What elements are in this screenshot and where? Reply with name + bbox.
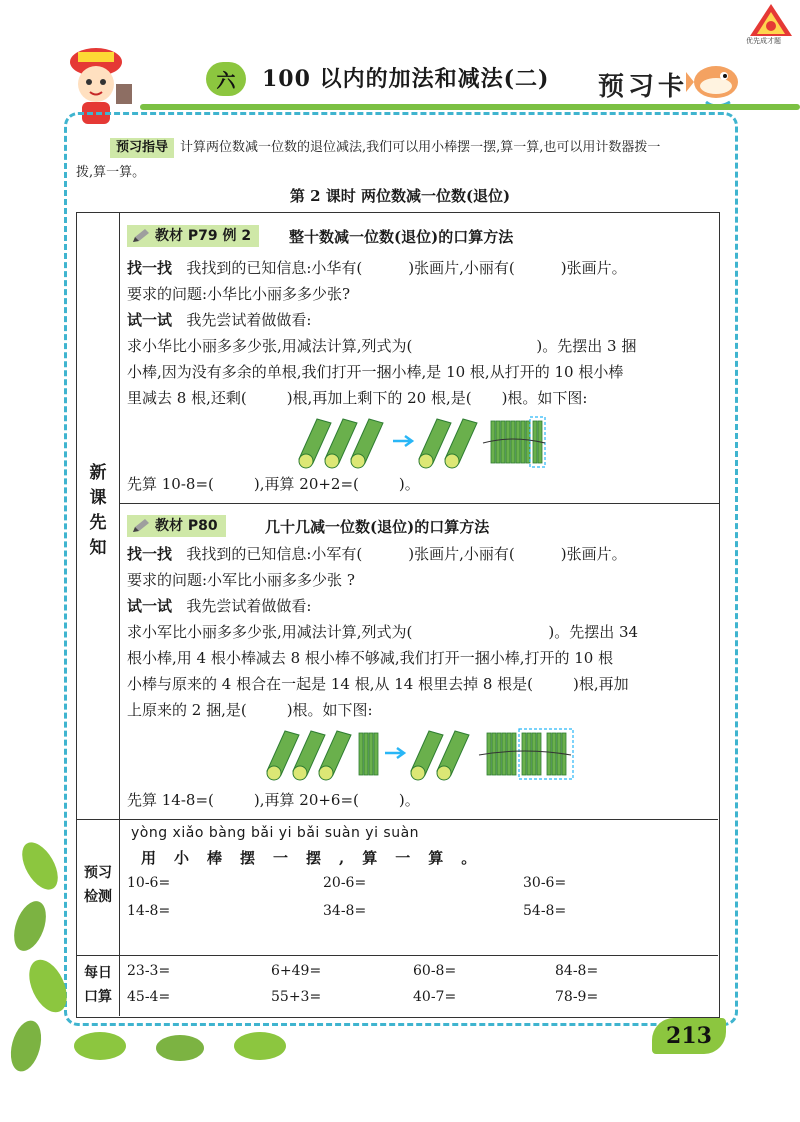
chapter-title: 100 以内的加法和减法(二): [262, 66, 550, 92]
pinyin-line: yòng xiǎo bàng bǎi yi bǎi suàn yi suàn: [131, 825, 420, 841]
daily-equation: 60-8=: [413, 963, 457, 979]
section1-sticks-diagram: [297, 413, 547, 469]
check-divider: [77, 955, 718, 956]
textbook-reference-tag-2: 教材 P80: [127, 515, 226, 537]
daily-equation: 40-7=: [413, 989, 457, 1005]
section-divider: [119, 503, 719, 504]
daily-equation: 45-4=: [127, 989, 171, 1005]
section1-try-line: 试一试 我先尝试着做做看:: [127, 311, 312, 329]
pencil-icon: [131, 228, 151, 244]
section2-find-line: 找一找 我找到的已知信息:小军有( )张画片,小丽有( )张画片。: [127, 545, 627, 563]
lesson-table: [76, 212, 720, 1018]
section2-question: 要求的问题:小军比小丽多多少张 ?: [127, 571, 355, 589]
section1-paragraph-3: 里减去 8 根,还剩( )根,再加上剩下的 20 根,是( )根。如下图:: [127, 389, 588, 407]
side-column-divider: [119, 213, 120, 1016]
fish-mascot-image: [686, 52, 748, 110]
header-divider: [140, 104, 800, 110]
section1-find-line: 找一找 我找到的已知信息:小华有( )张画片,小丽有( )张画片。: [127, 259, 627, 277]
section1-title: 整十数减一位数(退位)的口算方法: [289, 228, 514, 246]
section2-paragraph-3: 小棒与原来的 4 根合在一起是 14 根,从 14 根里去掉 8 根是( )根,再加: [127, 675, 629, 693]
section1-question: 要求的问题:小华比小丽多多少张?: [127, 285, 351, 303]
section2-paragraph-2: 根小棒,用 4 根小棒减去 8 根小棒不够减,我们打开一捆小棒,打开的 10 根: [127, 649, 614, 667]
page-number: 213: [652, 1018, 726, 1054]
guide-label: 预习指导: [110, 138, 174, 158]
textbook-reference-tag-1: 教材 P79 例 2: [127, 225, 259, 247]
chapter-number-badge: 六: [206, 62, 246, 96]
daily-equation: 6+49=: [271, 963, 322, 979]
daily-equation: 23-3=: [127, 963, 171, 979]
check-equation: 20-6=: [323, 875, 367, 891]
section2-sticks-diagram: [265, 725, 575, 781]
new-lesson-divider: [77, 819, 718, 820]
lesson-title: 第 2 课时 两位数减一位数(退位): [289, 187, 511, 205]
side-label-new-lesson: 新 课 先 知: [89, 463, 107, 558]
leaf-decoration-bottom: [60, 1018, 660, 1078]
guide-text-line2: 拨,算一算。: [76, 165, 146, 180]
check-equation: 54-8=: [523, 903, 567, 919]
brand-text: 优先成才题: [746, 37, 781, 45]
check-equation: 10-6=: [127, 875, 171, 891]
pencil-icon: [131, 518, 151, 534]
arrow-icon: [393, 436, 412, 446]
section2-paragraph-4: 上原来的 2 捆,是( )根。如下图:: [127, 701, 373, 719]
section2-calculation: 先算 14-8=( ),再算 20+6=( )。: [127, 791, 420, 809]
daily-equation: 55+3=: [271, 989, 322, 1005]
preview-card-badge: 预习卡: [598, 72, 689, 102]
side-label-daily-calc: 每日 口算: [84, 965, 112, 1005]
check-equation: 14-8=: [127, 903, 171, 919]
guide-text-line1: 计算两位数减一位数的退位减法,我们可以用小棒摆一摆,算一算,也可以用计数器拨一: [180, 140, 661, 155]
section2-title: 几十几减一位数(退位)的口算方法: [265, 518, 490, 536]
side-label-preview-check: 预习 检测: [84, 865, 112, 905]
stick-bundle: [299, 419, 383, 468]
section1-paragraph-1: 求小华比小丽多多少张,用减法计算,列式为( )。先摆出 3 捆: [127, 337, 637, 355]
instruction-chars: 用小棒摆一摆,算一算。: [141, 849, 495, 867]
section2-try-line: 试一试 我先尝试着做做看:: [127, 597, 312, 615]
daily-equation: 78-9=: [555, 989, 599, 1005]
section1-paragraph-2: 小棒,因为没有多余的单根,我们打开一捆小棒,是 10 根,从打开的 10 根小棒: [127, 363, 624, 381]
check-equation: 34-8=: [323, 903, 367, 919]
section1-calculation: 先算 10-8=( ),再算 20+2=( )。: [127, 475, 420, 493]
daily-equation: 84-8=: [555, 963, 599, 979]
check-equation: 30-6=: [523, 875, 567, 891]
section2-paragraph-1: 求小军比小丽多多少张,用减法计算,列式为( )。先摆出 34: [127, 623, 639, 641]
